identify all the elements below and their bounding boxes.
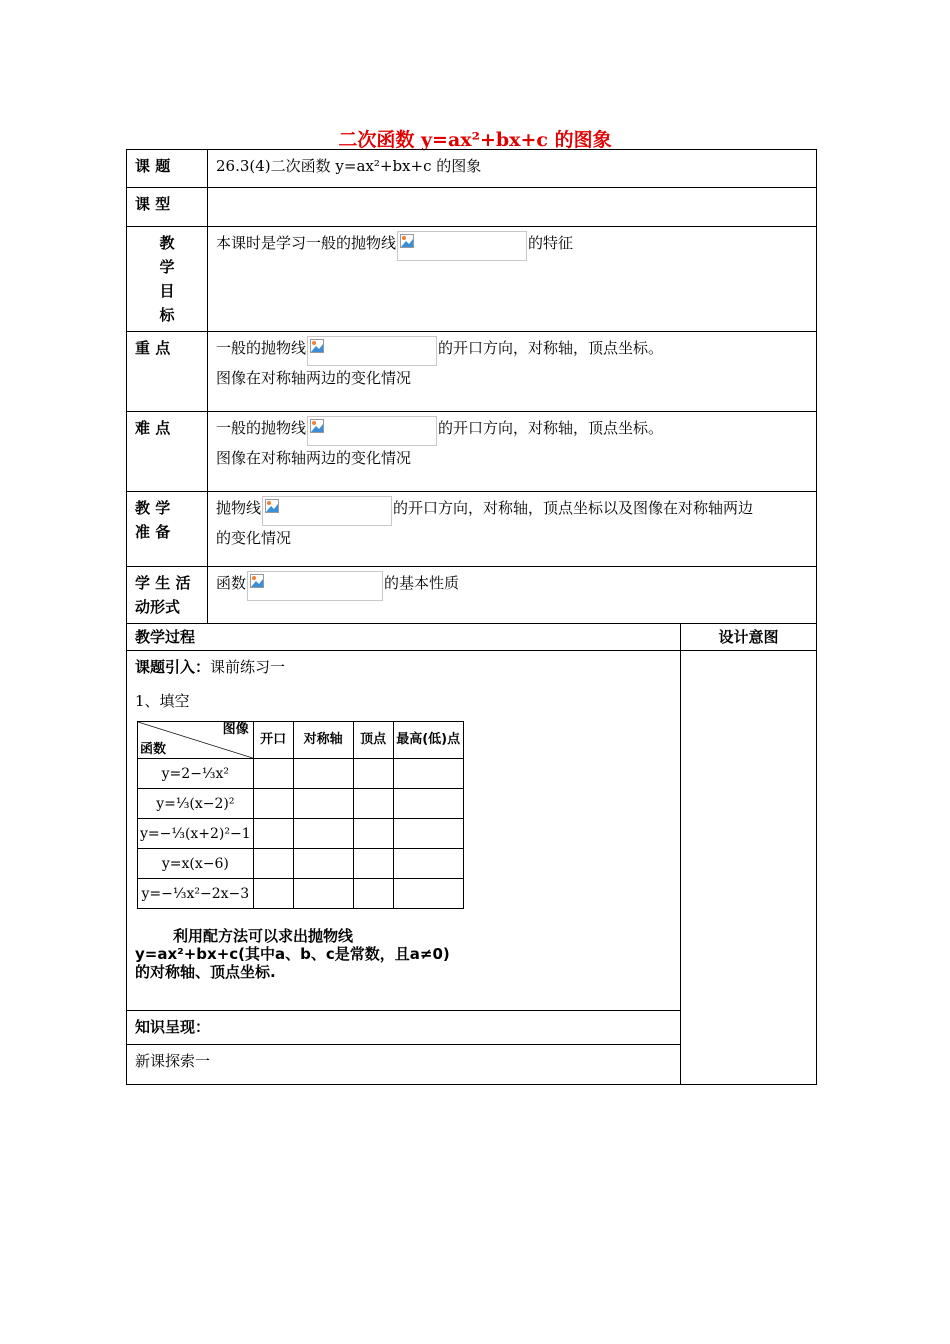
prep-text-b: 的开口方向，对称轴，顶点坐标以及图像在对称轴两边 bbox=[393, 499, 754, 517]
prep-cell bbox=[208, 492, 817, 567]
blank-cell bbox=[353, 789, 393, 819]
act-text-b: 的基本性质 bbox=[384, 574, 460, 592]
act-cell bbox=[208, 567, 817, 624]
blank-cell bbox=[253, 819, 293, 849]
fill-label: 1、填空 bbox=[135, 692, 190, 710]
function-cell: y=2−⅓x² bbox=[138, 759, 254, 789]
function-cell: y=−⅓x²−2x−3 bbox=[138, 879, 254, 909]
blank-cell bbox=[393, 789, 463, 819]
broken-image-icon bbox=[397, 231, 527, 261]
goal-cell bbox=[208, 227, 817, 332]
broken-image-icon bbox=[307, 336, 437, 366]
knowledge-label: 知识呈现： bbox=[127, 1011, 681, 1045]
document-title: 二次函数 y=ax²+bx+c 的图象 bbox=[338, 129, 612, 151]
blank-cell bbox=[293, 849, 353, 879]
blank-cell bbox=[393, 849, 463, 879]
key-text-b: 的开口方向，对称轴，顶点坐标。 bbox=[438, 339, 664, 357]
function-cell: y=⅓(x−2)² bbox=[138, 789, 254, 819]
diff-text-a: 一般的抛物线 bbox=[216, 419, 307, 437]
blank-cell bbox=[293, 789, 353, 819]
design-intent-cell bbox=[681, 651, 817, 1085]
intro-label: 课题引入： bbox=[135, 658, 211, 676]
act-text-a: 函数 bbox=[216, 574, 247, 592]
goal-text-a: 本课时是学习一般的抛物线 bbox=[216, 234, 397, 252]
topic-label: 课 题 bbox=[127, 150, 208, 188]
type-value bbox=[208, 188, 817, 227]
broken-image-icon bbox=[247, 571, 383, 601]
design-label: 设计意图 bbox=[681, 624, 817, 651]
diff-text-b: 的开口方向，对称轴，顶点坐标。 bbox=[438, 419, 664, 437]
corner-cell bbox=[138, 722, 254, 759]
broken-image-icon bbox=[307, 416, 437, 446]
diff-text-c: 图像在对称轴两边的变化情况 bbox=[216, 449, 412, 467]
goal-text-b: 的特征 bbox=[528, 234, 574, 252]
header-cell: 顶点 bbox=[353, 722, 393, 759]
explore-label: 新课探索一 bbox=[127, 1045, 681, 1085]
diff-cell bbox=[208, 412, 817, 492]
intro-cell bbox=[127, 651, 681, 1011]
blank-cell bbox=[353, 819, 393, 849]
corner-bottom-label: 函数 bbox=[140, 742, 167, 757]
prep-text-a: 抛物线 bbox=[216, 499, 262, 517]
header-cell: 最高(低)点 bbox=[393, 722, 463, 759]
note-line-3: 的对称轴、顶点坐标. bbox=[135, 963, 276, 981]
blank-cell bbox=[253, 789, 293, 819]
function-cell: y=x(x−6) bbox=[138, 849, 254, 879]
key-cell bbox=[208, 332, 817, 412]
note-line-2: y=ax²+bx+c(其中a、b、c是常数，且a≠0) bbox=[135, 945, 450, 963]
corner-top-label: 图像 bbox=[222, 722, 249, 737]
key-text-a: 一般的抛物线 bbox=[216, 339, 307, 357]
header-cell: 对称轴 bbox=[293, 722, 353, 759]
broken-image-icon bbox=[262, 496, 392, 526]
process-label: 教学过程 bbox=[127, 624, 681, 651]
lesson-plan-table bbox=[126, 149, 817, 1085]
blank-cell bbox=[393, 759, 463, 789]
diff-label: 难 点 bbox=[127, 412, 208, 492]
function-cell: y=−⅓(x+2)²−1 bbox=[138, 819, 254, 849]
blank-cell bbox=[293, 819, 353, 849]
header-cell: 开口 bbox=[253, 722, 293, 759]
exercise-table bbox=[137, 721, 464, 909]
blank-cell bbox=[393, 879, 463, 909]
key-label: 重 点 bbox=[127, 332, 208, 412]
prep-text-c: 的变化情况 bbox=[216, 529, 292, 547]
topic-value: 26.3(4)二次函数 y=ax²+bx+c 的图象 bbox=[208, 150, 817, 188]
blank-cell bbox=[253, 759, 293, 789]
key-text-c: 图像在对称轴两边的变化情况 bbox=[216, 369, 412, 387]
blank-cell bbox=[253, 849, 293, 879]
note-line-1: 利用配方法可以求出抛物线 bbox=[173, 927, 354, 945]
blank-cell bbox=[293, 759, 353, 789]
blank-cell bbox=[353, 849, 393, 879]
blank-cell bbox=[353, 759, 393, 789]
goal-label: 教 学 目 标 bbox=[127, 227, 208, 332]
note-block bbox=[135, 927, 672, 981]
prep-label: 教 学 准 备 bbox=[127, 492, 208, 567]
blank-cell bbox=[353, 879, 393, 909]
blank-cell bbox=[253, 879, 293, 909]
intro-text: 课前练习一 bbox=[210, 658, 286, 676]
type-label: 课 型 bbox=[127, 188, 208, 227]
act-label: 学 生 活 动形式 bbox=[127, 567, 208, 624]
blank-cell bbox=[293, 879, 353, 909]
blank-cell bbox=[393, 819, 463, 849]
